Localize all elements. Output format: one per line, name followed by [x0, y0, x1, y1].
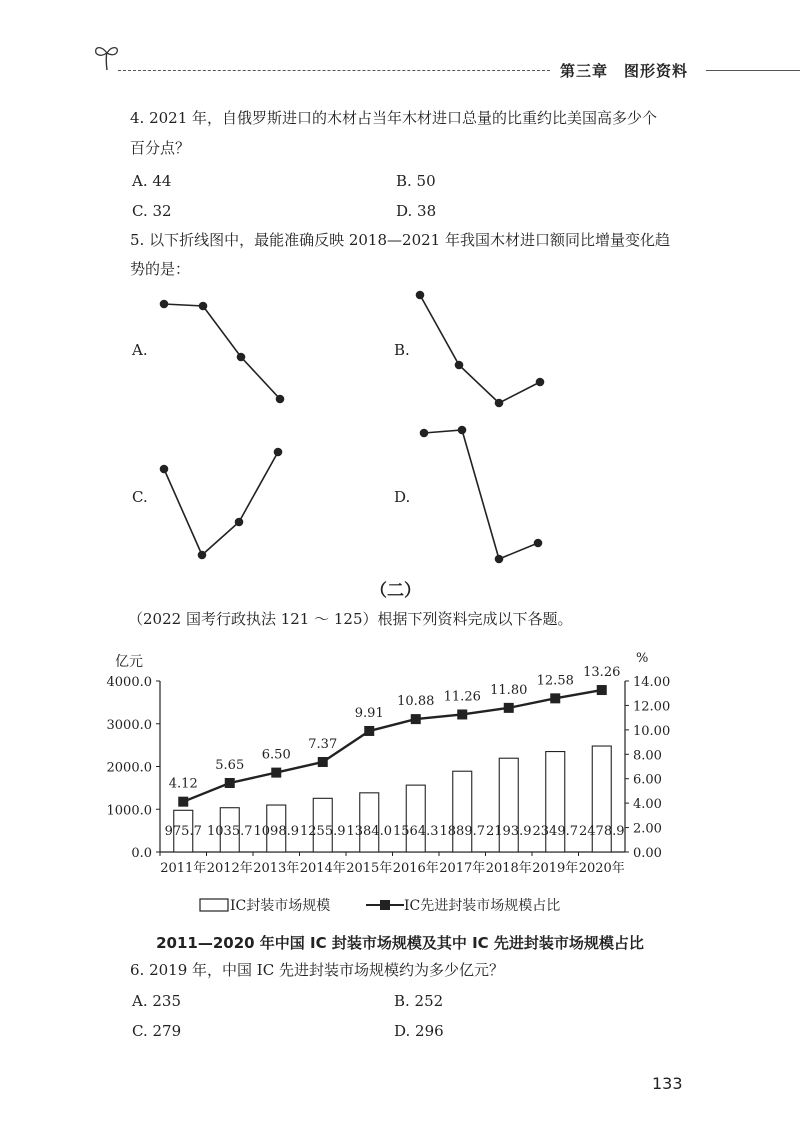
section-intro: （2022 国考行政执法 121 ～ 125）根据下列资料完成以下各题。	[128, 610, 573, 628]
legend-bar-label: IC封装市场规模	[230, 898, 331, 914]
x-tick-label: 2020年	[578, 861, 625, 876]
q4-option-d[interactable]: D. 38	[396, 202, 437, 220]
left-tick-label: 1000.0	[106, 803, 152, 819]
legend-line-label: IC先进封装市场规模占比	[404, 898, 561, 914]
q5-option-b-line[interactable]	[417, 292, 544, 407]
bar-2016年	[406, 785, 425, 852]
share-point-2014年	[318, 757, 328, 767]
q5-label-c[interactable]: C.	[132, 488, 148, 506]
line-value-label: 12.58	[536, 673, 574, 689]
line-value-label: 10.88	[397, 694, 435, 710]
share-line	[183, 690, 602, 802]
bar-value-label: 975.7	[164, 824, 202, 839]
section-title: （二）	[370, 581, 421, 601]
share-point-2020年	[597, 685, 607, 695]
q5-option-c-line[interactable]	[161, 449, 282, 559]
left-tick-label: 0.0	[131, 846, 152, 861]
bar-value-label: 1564.3	[393, 824, 439, 839]
x-tick-label: 2017年	[439, 861, 486, 876]
left-tick-label: 3000.0	[106, 717, 152, 733]
line-value-label: 11.26	[443, 689, 481, 705]
x-tick-label: 2011年	[160, 861, 207, 876]
right-tick-label: 0.00	[633, 846, 662, 861]
right-tick-label: 4.00	[633, 797, 662, 813]
line-value-label: 4.12	[168, 776, 198, 792]
bar-value-label: 2193.9	[486, 824, 532, 839]
right-tick-label: 2.00	[633, 821, 662, 837]
bar-value-label: 2478.9	[579, 824, 625, 839]
left-axis-unit: 亿元	[115, 654, 143, 670]
line-value-label: 7.37	[308, 736, 338, 752]
chart-legend	[200, 897, 560, 914]
x-tick-label: 2018年	[485, 861, 532, 876]
left-tick-label: 2000.0	[106, 760, 152, 776]
x-tick-label: 2016年	[392, 861, 439, 876]
page-number: 133	[652, 1074, 683, 1093]
q6-text: 6. 2019 年，中国 IC 先进封装市场规模约为多少亿元？	[130, 961, 504, 979]
share-point-2013年	[271, 768, 281, 778]
q4-text-line1: 4. 2021 年，自俄罗斯进口的木材占当年木材进口总量的比重约比美国高多少个	[130, 109, 658, 127]
legend-line-marker	[380, 900, 390, 910]
x-tick-label: 2015年	[346, 861, 393, 876]
right-axis-unit: %	[636, 651, 649, 666]
share-point-2016年	[411, 714, 421, 724]
line-value-label: 6.50	[261, 747, 291, 763]
right-tick-label: 8.00	[633, 748, 662, 764]
line-value-label: 13.26	[583, 665, 621, 681]
q4-option-b[interactable]: B. 50	[396, 172, 436, 190]
bar-value-label: 1255.9	[300, 824, 346, 839]
bar-value-label: 1889.7	[439, 824, 485, 839]
legend-bar-swatch	[200, 899, 228, 911]
bar-2015年	[360, 793, 379, 852]
right-tick-label: 6.00	[633, 772, 662, 788]
share-point-2018年	[504, 703, 514, 713]
q6-option-b[interactable]: B. 252	[394, 992, 444, 1010]
bar-value-label: 1384.0	[346, 824, 392, 839]
ic-packaging-chart	[0, 640, 800, 930]
share-point-2012年	[225, 778, 235, 788]
q5-label-d[interactable]: D.	[394, 488, 411, 506]
chapter-title: 第三章 图形资料	[560, 62, 689, 80]
q4-option-a[interactable]: A. 44	[132, 172, 172, 190]
q6-option-a[interactable]: A. 235	[132, 992, 181, 1010]
q5-text-line1: 5. 以下折线图中，最能准确反映 2018—2021 年我国木材进口额同比增量变化趋	[130, 231, 670, 249]
x-tick-label: 2014年	[299, 861, 346, 876]
bar-value-label: 1035.7	[207, 824, 253, 839]
q6-option-c[interactable]: C. 279	[132, 1022, 182, 1040]
right-tick-label: 14.00	[633, 675, 671, 690]
q4-option-c[interactable]: C. 32	[132, 202, 172, 220]
share-point-2019年	[550, 693, 560, 703]
right-tick-label: 10.00	[633, 723, 671, 739]
q5-text-line2: 势的是：	[130, 260, 191, 278]
line-value-label: 5.65	[215, 757, 245, 773]
q5-option-d-line[interactable]	[421, 427, 542, 563]
bar-value-label: 1098.9	[253, 824, 299, 839]
bar-value-label: 2349.7	[532, 824, 578, 839]
x-tick-label: 2013年	[253, 861, 300, 876]
share-point-2015年	[364, 726, 374, 736]
line-value-label: 9.91	[354, 705, 384, 721]
line-series	[178, 682, 607, 807]
share-point-2017年	[457, 709, 467, 719]
x-tick-label: 2012年	[206, 861, 253, 876]
q5-label-b[interactable]: B.	[394, 341, 410, 359]
chart-caption: 2011—2020 年中国 IC 封装市场规模及其中 IC 先进封装市场规模占比	[156, 934, 644, 952]
line-value-label: 11.80	[490, 682, 528, 698]
share-point-2011年	[178, 797, 188, 807]
left-tick-label: 4000.0	[106, 675, 152, 690]
right-tick-label: 12.00	[633, 699, 671, 715]
x-tick-label: 2019年	[532, 861, 579, 876]
q6-option-d[interactable]: D. 296	[394, 1022, 444, 1040]
q5-label-a[interactable]: A.	[132, 341, 148, 359]
q4-text-line2: 百分点？	[130, 139, 191, 157]
q5-option-a-line[interactable]	[161, 301, 284, 403]
bar-2017年	[453, 771, 472, 852]
